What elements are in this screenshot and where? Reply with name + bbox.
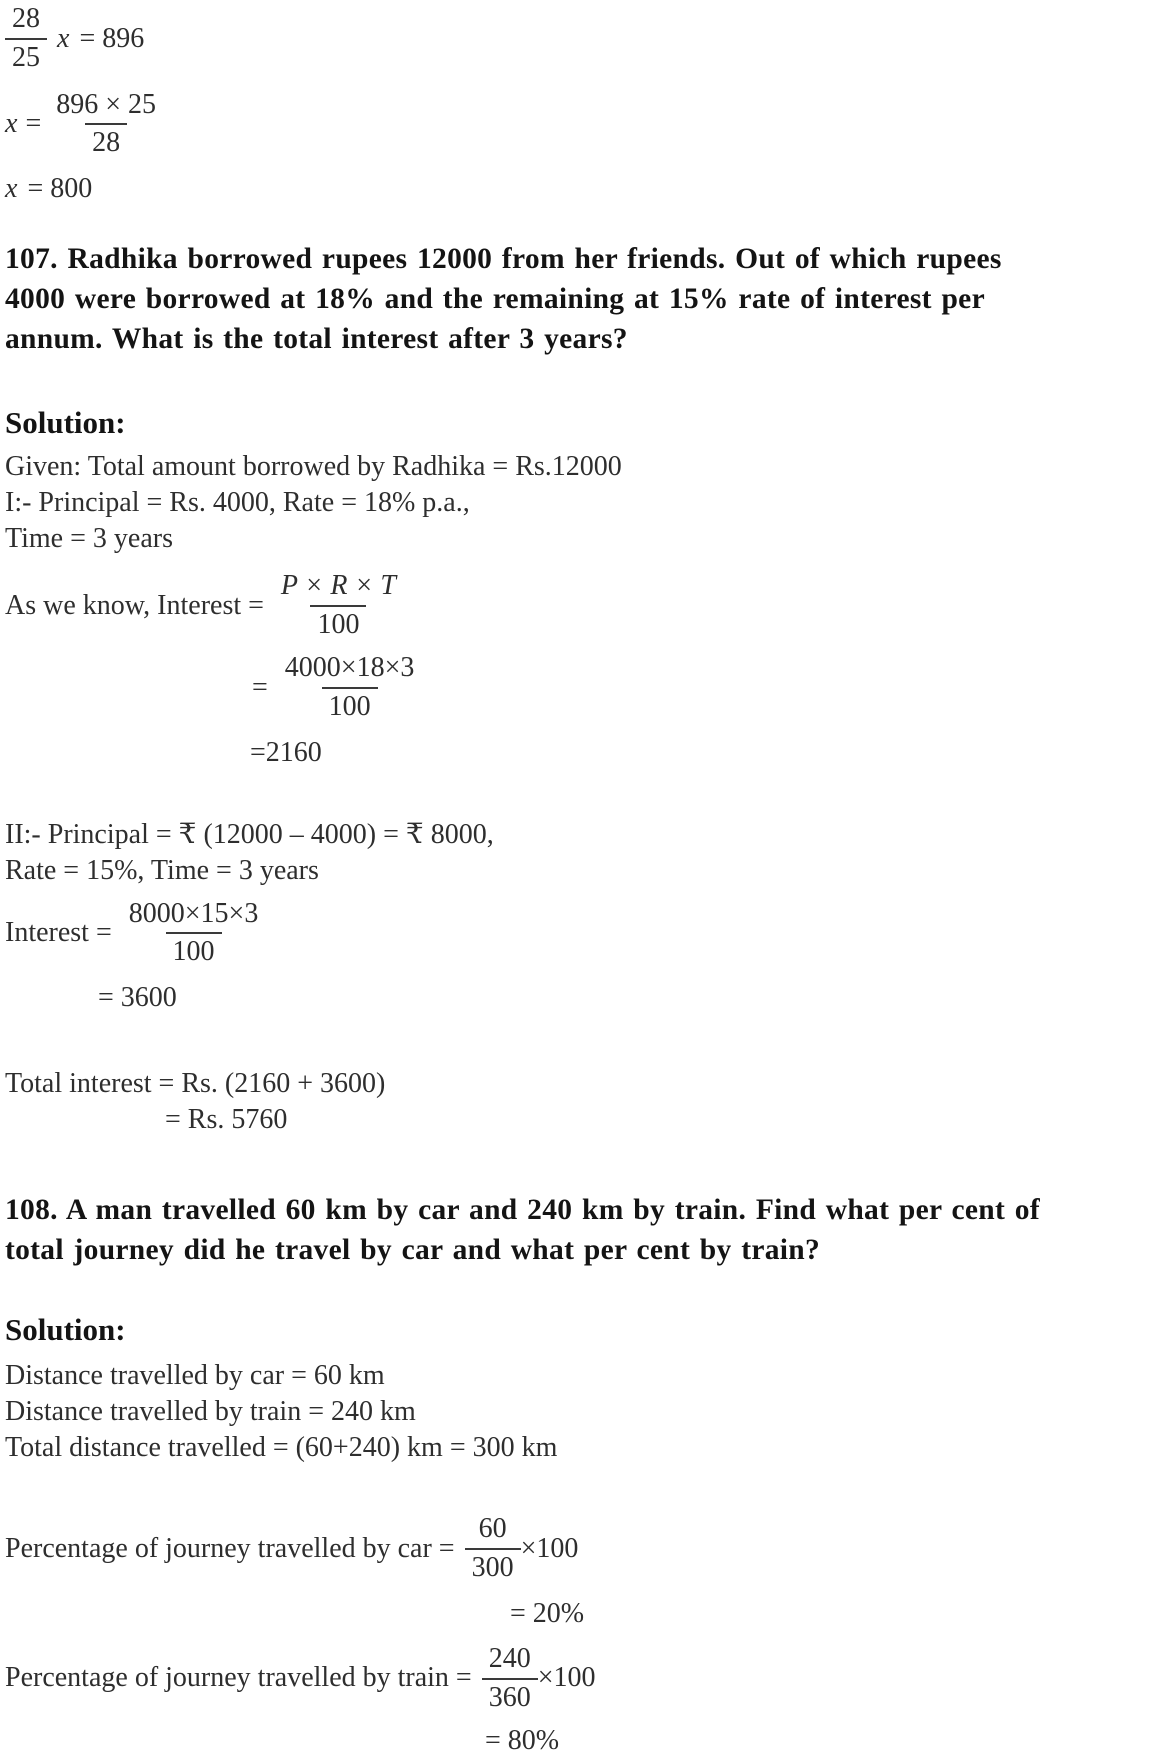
fraction-denominator: 360 (482, 1678, 538, 1714)
interest2-row (5, 899, 1166, 969)
fraction-denominator: 300 (465, 1548, 521, 1584)
distance-train-line: Distance travelled by train = 240 km (5, 1396, 416, 1428)
interest2-prefix: Interest = (5, 917, 112, 949)
fraction-numerator: 896 × 25 (56, 88, 157, 120)
case1-time-line: Time = 3 years (5, 523, 173, 555)
interest-formula-row (5, 571, 1166, 641)
equation-x-fraction (5, 90, 1166, 160)
fraction-60-300 (465, 1514, 521, 1584)
fraction-denominator: 100 (166, 932, 222, 968)
fraction-896x25-28 (49, 90, 163, 160)
percentage-train-result: = 80% (485, 1725, 560, 1757)
case2-rate-line: Rate = 15%, Time = 3 years (5, 854, 319, 886)
solution-107-heading: Solution: (5, 405, 126, 441)
interest2-result: = 3600 (98, 982, 177, 1014)
times-100: ×100 (537, 1662, 596, 1694)
times-100: ×100 (520, 1532, 579, 1564)
total-interest-result: = Rs. 5760 (165, 1104, 288, 1136)
percentage-car-result: = 20% (510, 1597, 585, 1629)
percentage-car-prefix: Percentage of journey travelled by car = (5, 1532, 455, 1564)
solution-108-heading: Solution: (5, 1312, 126, 1348)
interest1-result: =2160 (250, 736, 322, 768)
fraction-denominator: 100 (310, 605, 366, 641)
fraction-numerator: 240 (488, 1642, 531, 1674)
interest-substitution-row (252, 653, 1166, 723)
equation-rhs: = 896 (79, 22, 145, 54)
equals-sign: = (25, 108, 42, 140)
formula-prefix: As we know, Interest = (5, 590, 264, 622)
fraction-denominator: 25 (5, 38, 47, 74)
fraction-28-25 (5, 4, 47, 74)
variable-x: x (5, 173, 18, 205)
question-107-text: 107. Radhika borrowed rupees 12000 from her friends. Out of which rupees 4000 were borrowed at 18% and the remaining at 15% rate of interest per annum. What is the total interest after 3 years? (5, 243, 1002, 356)
distance-total-line: Total distance travelled = (60+240) km = 300 km (5, 1432, 558, 1464)
case2-principal-line: II:- Principal = ₹ (12000 – 4000) = ₹ 8000, (5, 818, 494, 850)
question-108-text: 108. A man travelled 60 km by car and 240 km by train. Find what per cent of total journey did he travel by car and what per cent by train? (5, 1194, 1040, 1267)
fraction-numerator: 28 (12, 3, 40, 34)
equation-rhs: = 800 (27, 173, 93, 205)
fraction-numerator: 60 (478, 1513, 507, 1545)
variable-x: x (57, 22, 70, 54)
total-interest-line: Total interest = Rs. (2160 + 3600) (5, 1068, 386, 1100)
equation-28-25x (5, 4, 1166, 74)
fraction-240-360 (482, 1644, 538, 1714)
percentage-car-row (5, 1514, 1166, 1584)
fraction-numerator: P × R × T (280, 570, 396, 602)
equals-sign: = (252, 671, 268, 703)
fraction-numerator: 8000×15×3 (128, 897, 259, 929)
fraction-numerator: 4000×18×3 (284, 651, 415, 683)
variable-x: x (5, 108, 18, 140)
fraction-prt-100 (274, 571, 403, 641)
fraction-denominator: 28 (85, 123, 127, 159)
case1-principal-line: I:- Principal = Rs. 4000, Rate = 18% p.a., (5, 487, 470, 519)
fraction-4000x18x3-100 (278, 653, 422, 723)
given-line: Given: Total amount borrowed by Radhika = Rs.12000 (5, 451, 622, 483)
equation-x-800 (5, 173, 1166, 205)
percentage-train-row (5, 1644, 1166, 1714)
distance-car-line: Distance travelled by car = 60 km (5, 1360, 385, 1392)
percentage-train-prefix: Percentage of journey travelled by train = (5, 1662, 472, 1694)
fraction-8000x15x3-100 (122, 899, 266, 969)
fraction-denominator: 100 (322, 687, 378, 723)
